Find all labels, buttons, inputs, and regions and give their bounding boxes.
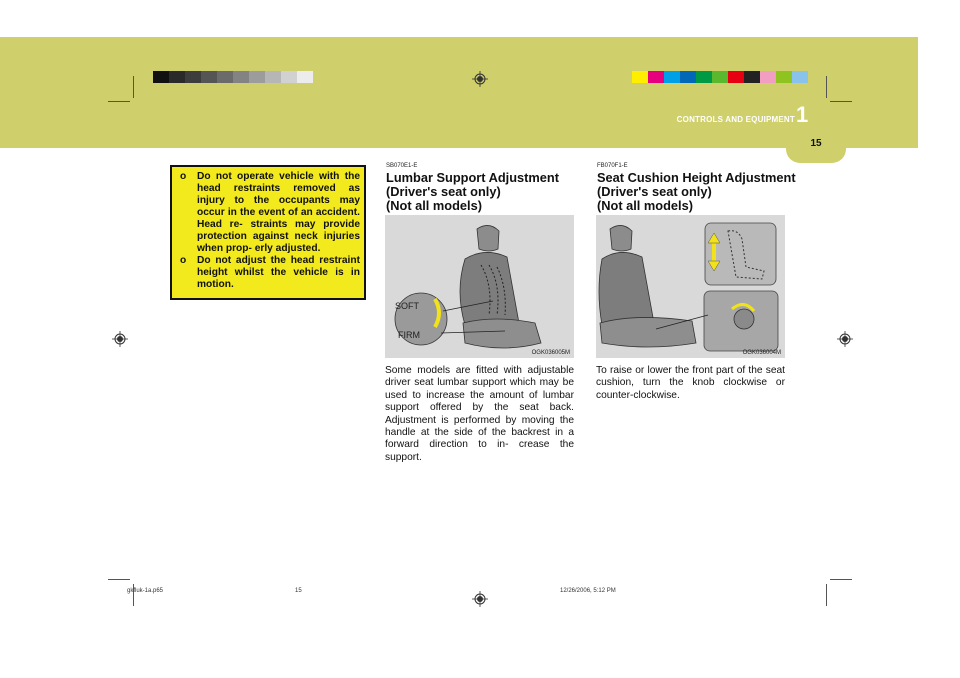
process-color-bar <box>632 71 808 83</box>
color-swatch <box>217 71 233 83</box>
heading-line: (Not all models) <box>386 198 482 213</box>
color-swatch <box>233 71 249 83</box>
color-swatch <box>265 71 281 83</box>
warning-text: Do not adjust the head restraint height whilst the vehicle is in motion. <box>197 255 360 290</box>
crop-mark <box>108 579 130 580</box>
crop-mark <box>830 101 852 102</box>
section-heading <box>597 171 797 213</box>
color-swatch <box>680 71 696 83</box>
color-swatch <box>648 71 664 83</box>
heading-line: (Not all models) <box>597 198 693 213</box>
header-band <box>0 37 918 148</box>
footer-timestamp: 12/26/2006, 5:12 PM <box>560 588 616 594</box>
bullet: o <box>180 255 187 266</box>
chapter-number: 1 <box>796 102 809 127</box>
warning-text: Do not operate vehicle with the head restraints removed as injury to the occupants may occur in the event of an accident. Head re- straints may provide protection against neck injuries when prop- erly adjusted. <box>197 171 360 254</box>
section-code: FB070F1-E <box>597 163 628 169</box>
page-number: 15 <box>810 138 822 149</box>
footer-file: gkfluk-1a.p65 <box>127 588 164 594</box>
color-swatch <box>664 71 680 83</box>
heading-line: Lumbar Support Adjustment <box>386 170 559 185</box>
section-body: Some models are fitted with adjustable driver seat lumbar support which may be used to increase the amount of lumbar support offered by the seat back. Adjustment is performed by moving the handle at the side of the backrest in a forward direction to in- crease the support. <box>385 365 574 463</box>
color-swatch <box>632 71 648 83</box>
bullet: o <box>180 171 187 182</box>
crop-mark <box>108 101 130 102</box>
figure-code: OGK036005M <box>531 350 570 356</box>
heading-line: (Driver's seat only) <box>597 184 712 199</box>
section-body: To raise or lower the front part of the seat cushion, turn the knob clockwise or counter-clockwise. <box>596 365 785 401</box>
color-swatch <box>297 71 313 83</box>
heading-line: Seat Cushion Height Adjustment <box>597 170 796 185</box>
color-swatch <box>728 71 744 83</box>
color-swatch <box>792 71 808 83</box>
warning-box <box>170 165 366 300</box>
footer-page: 15 <box>295 588 302 594</box>
crop-mark <box>133 76 134 98</box>
color-swatch <box>760 71 776 83</box>
gray-color-bar <box>153 71 313 83</box>
color-swatch <box>153 71 169 83</box>
color-swatch <box>744 71 760 83</box>
registration-mark-icon <box>837 331 853 347</box>
heading-line: (Driver's seat only) <box>386 184 501 199</box>
figure-code: OGK036004M <box>742 350 781 356</box>
registration-mark-icon <box>472 591 488 607</box>
warning-item <box>178 171 360 255</box>
cushion-seat-illustration <box>596 215 785 358</box>
section-heading <box>386 171 581 213</box>
color-swatch <box>776 71 792 83</box>
warning-item <box>178 255 360 291</box>
color-swatch <box>201 71 217 83</box>
section-code: SB070E1-E <box>386 163 418 169</box>
color-swatch <box>696 71 712 83</box>
registration-mark-icon <box>112 331 128 347</box>
color-swatch <box>185 71 201 83</box>
color-swatch <box>281 71 297 83</box>
color-swatch <box>169 71 185 83</box>
crop-mark <box>826 584 827 606</box>
lumbar-seat-illustration <box>385 215 574 358</box>
registration-mark-icon <box>472 71 488 87</box>
figure-label-firm: FIRM <box>398 330 420 340</box>
crop-mark <box>826 76 827 98</box>
figure-label-soft: SOFT <box>395 301 419 311</box>
color-swatch <box>712 71 728 83</box>
crop-mark <box>830 579 852 580</box>
chapter-title: CONTROLS AND EQUIPMENT <box>676 115 795 124</box>
color-swatch <box>249 71 265 83</box>
